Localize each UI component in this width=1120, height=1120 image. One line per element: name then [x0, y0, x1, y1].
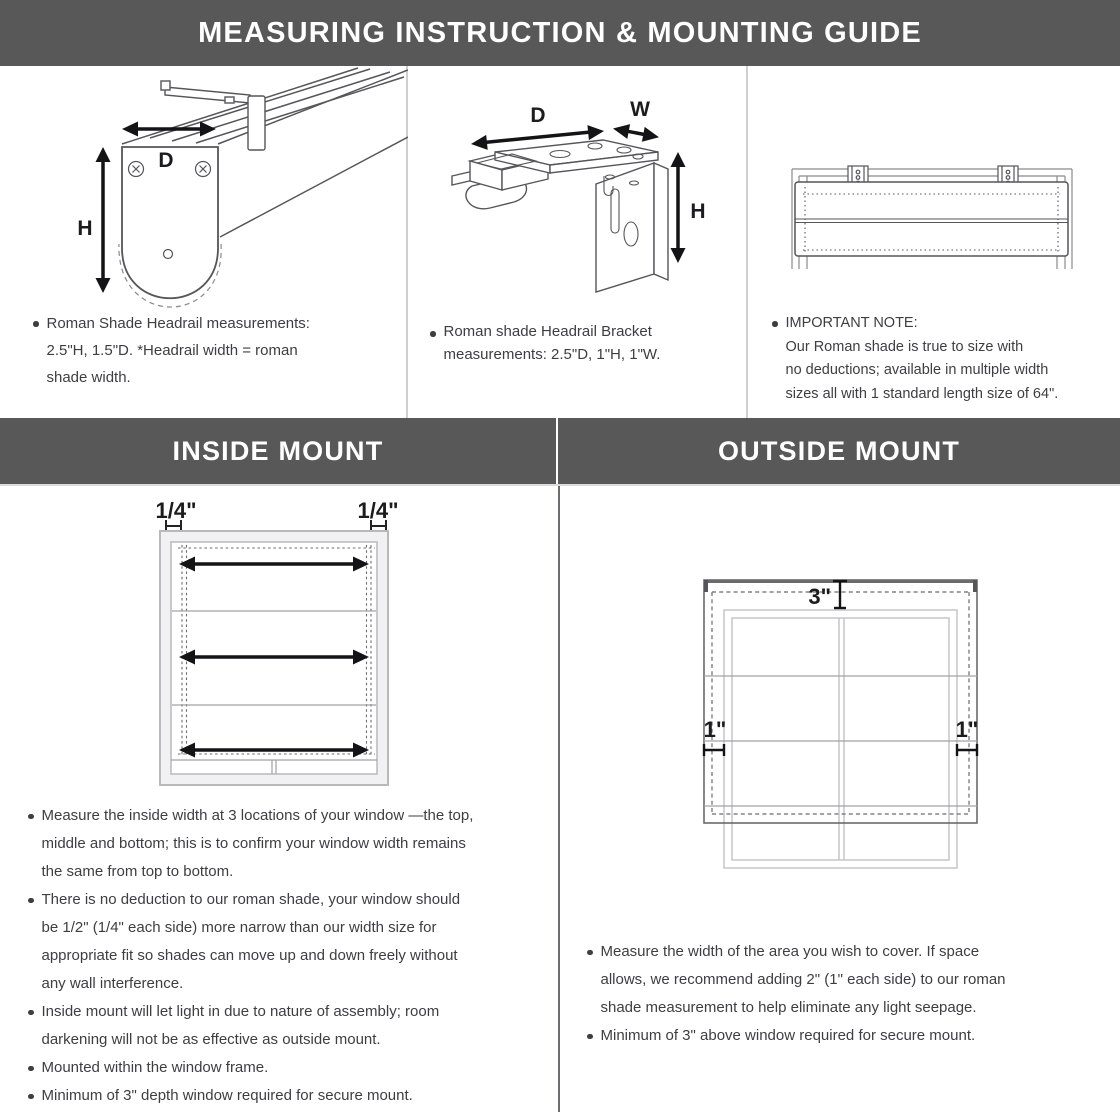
text-line: no deductions; available in multiple width [785, 362, 1049, 378]
bracket-note [430, 320, 660, 366]
gap-label-left: 1/4" [155, 498, 197, 523]
text-line: Mounted within the window frame. [41, 1059, 269, 1076]
mount-sections [0, 486, 1120, 1120]
text-line: the same from top to bottom. [41, 863, 234, 880]
bracket-diagram [408, 66, 746, 316]
text-line: Our Roman shade is true to size with [785, 338, 1024, 355]
bracket-width-label: W [630, 98, 650, 121]
text-line: Measure the inside width at 3 locations of your window —the top, [41, 807, 474, 824]
height-arrow [671, 152, 686, 263]
bullet-item [587, 1022, 1006, 1050]
bullet-dot [587, 950, 593, 956]
page-title-text: MEASURING INSTRUCTION & MOUNTING GUIDE [198, 16, 922, 49]
inside-mount-diagram [0, 488, 557, 810]
text-line: Roman shade Headrail Bracket [443, 323, 652, 340]
important-note [772, 312, 1058, 406]
text-line: Minimum of 3" depth window required for secure mount. [41, 1087, 413, 1104]
text-line: Minimum of 3" above window required for secure mount. [600, 1027, 976, 1044]
text-line: any wall interference. [41, 975, 184, 992]
outside-mount-diagram [560, 558, 1120, 890]
bullet-dot [28, 898, 34, 904]
shade-overlay [704, 580, 977, 823]
bracket-depth-label: D [530, 104, 546, 127]
bracket-height-label: H [690, 200, 706, 223]
gap-label-right: 1" [955, 717, 979, 742]
text-line: darkening will not be as effective as outside mount. [41, 1031, 381, 1048]
inside-mount-notes [28, 802, 473, 1110]
outside-mount-section [560, 486, 1120, 1120]
bracket-body [452, 140, 668, 292]
left-gap-tick [704, 744, 724, 756]
text-line: Inside mount will let light in due to nature of assembly; room [41, 1003, 440, 1020]
text-line: middle and bottom; this is to confirm your window width remains [41, 835, 466, 852]
bullet-dot [28, 1066, 34, 1072]
right-gap-tick [957, 744, 977, 756]
bullet-item [28, 998, 473, 1054]
gap-label-top: 3" [808, 584, 831, 609]
text-line: shade width. [46, 369, 131, 386]
note-title: IMPORTANT NOTE: [785, 315, 918, 331]
text-line: measurements: 2.5"D, 1"H, 1"W. [443, 346, 661, 363]
text-line: Measure the width of the area you wish to cover. If space [600, 943, 980, 960]
depth-arrow [122, 122, 216, 137]
outside-mount-title: OUTSIDE MOUNT [717, 435, 961, 466]
bullet-item [28, 802, 473, 886]
headrail-depth-label: D [158, 149, 174, 172]
bullet-item [28, 1054, 473, 1082]
bullet-dot [430, 331, 436, 337]
bullet-dot [33, 321, 39, 327]
section-headers [0, 418, 1120, 486]
bullet-dot [587, 1034, 593, 1040]
gap-label-left: 1" [703, 717, 727, 742]
text-line: shade measurement to help eliminate any light seepage. [600, 999, 977, 1016]
bullet-item [28, 1082, 473, 1110]
text-line: There is no deduction to our roman shade, your window should [41, 891, 461, 908]
bullet-dot [772, 321, 778, 327]
height-arrow [96, 147, 111, 293]
outside-mount-notes [587, 938, 1006, 1050]
headrail-height-label: H [77, 217, 93, 240]
bullet-dot [28, 1010, 34, 1016]
text-line: allows, we recommend adding 2" (1" each side) to our roman [600, 971, 1006, 988]
inside-mount-title: INSIDE MOUNT [172, 435, 384, 466]
width-arrow [613, 124, 659, 142]
text-line: be 1/2" (1/4" each side) more narrow than our width size for [41, 919, 437, 936]
shade-front-diagram [748, 159, 1120, 289]
window-behind [724, 610, 957, 868]
panel-bracket [408, 66, 748, 418]
text-line: appropriate fit so shades can move up and down freely without [41, 947, 458, 964]
text-line: Roman Shade Headrail measurements: [46, 315, 310, 332]
top-panels [0, 66, 1120, 418]
bullet-item [28, 886, 473, 998]
headrail-note [33, 310, 310, 391]
bullet-dot [28, 814, 34, 820]
inside-mount-header [0, 418, 558, 484]
page-title [0, 0, 1120, 66]
inside-mount-section [0, 486, 558, 1120]
shade-body [795, 182, 1068, 256]
bullet-dot [28, 1094, 34, 1100]
gap-label-right: 1/4" [357, 498, 399, 523]
outside-mount-header [558, 418, 1120, 484]
panel-headrail [0, 66, 408, 418]
text-line: sizes all with 1 standard length size of 64". [785, 385, 1059, 402]
top-gap-tick [833, 581, 847, 608]
bullet-item [587, 938, 1006, 1022]
text-line: 2.5"H, 1.5"D. *Headrail width = roman [46, 342, 298, 359]
panel-important-note [748, 66, 1120, 418]
